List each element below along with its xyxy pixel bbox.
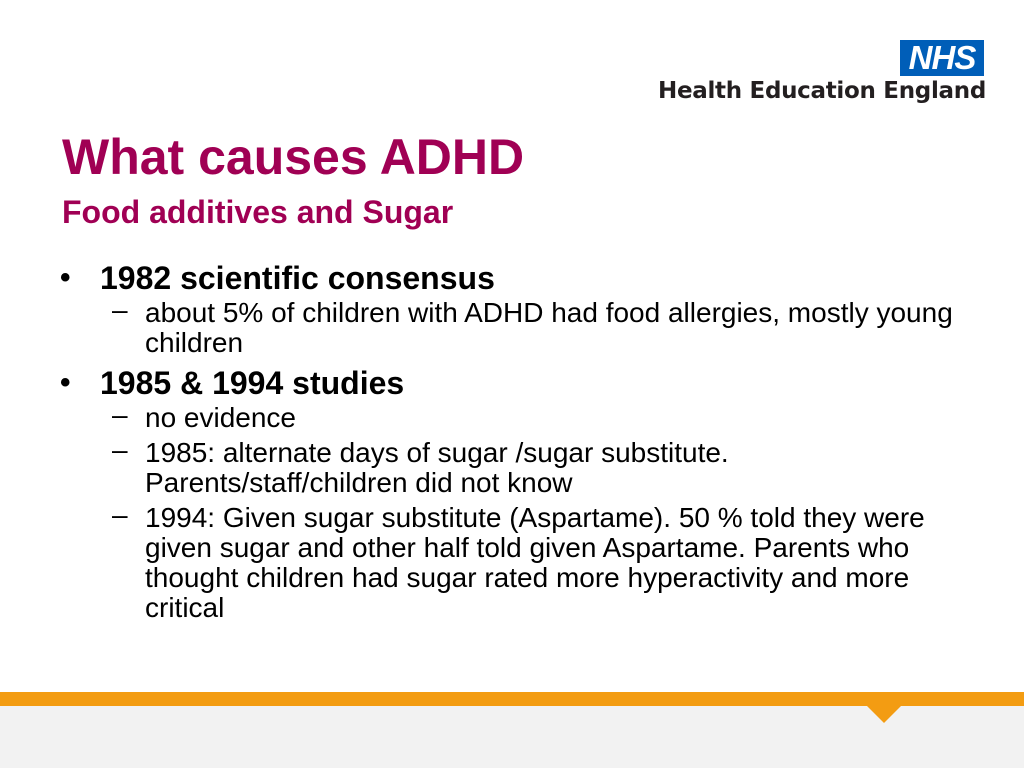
bullet-icon: •	[60, 366, 71, 399]
sub-bullet-list	[60, 399, 970, 623]
sub-bullet-text: 1994: Given sugar substitute (Aspartame). 50 % told they were given sugar and other half told given Aspartame. Parents who thought children had sugar rated more hyperactivity and more critical	[145, 502, 925, 623]
sub-bullet-text: 1985: alternate days of sugar /sugar substitute. Parents/staff/children did not know	[145, 437, 729, 498]
bullet-item	[60, 258, 970, 298]
sub-bullet-item	[60, 294, 970, 358]
sub-bullet-text: about 5% of children with ADHD had food allergies, mostly young children	[145, 297, 953, 358]
dash-icon: –	[112, 294, 128, 325]
bullet-list	[60, 256, 970, 628]
sub-bullet-item	[60, 499, 970, 623]
bullet-icon: •	[60, 261, 71, 294]
sub-bullet-item	[60, 434, 970, 498]
footer-accent-line	[0, 692, 1024, 706]
organisation-name: Health Education England	[658, 78, 986, 104]
footer-notch-icon	[866, 705, 902, 723]
bullet-text: 1985 & 1994 studies	[100, 365, 405, 401]
sub-bullet-text: no evidence	[145, 402, 297, 433]
slide-title: What causes ADHD	[62, 129, 525, 185]
sub-bullet-list	[60, 294, 970, 358]
nhs-hee-logo	[626, 40, 986, 110]
bullet-item	[60, 363, 970, 403]
bullet-text: 1982 scientific consensus	[100, 260, 495, 296]
dash-icon: –	[112, 434, 128, 465]
sub-bullet-item	[60, 399, 970, 433]
slide-subtitle: Food additives and Sugar	[62, 194, 454, 230]
nhs-logo-badge: NHS	[900, 40, 984, 76]
dash-icon: –	[112, 399, 128, 430]
dash-icon: –	[112, 499, 128, 530]
